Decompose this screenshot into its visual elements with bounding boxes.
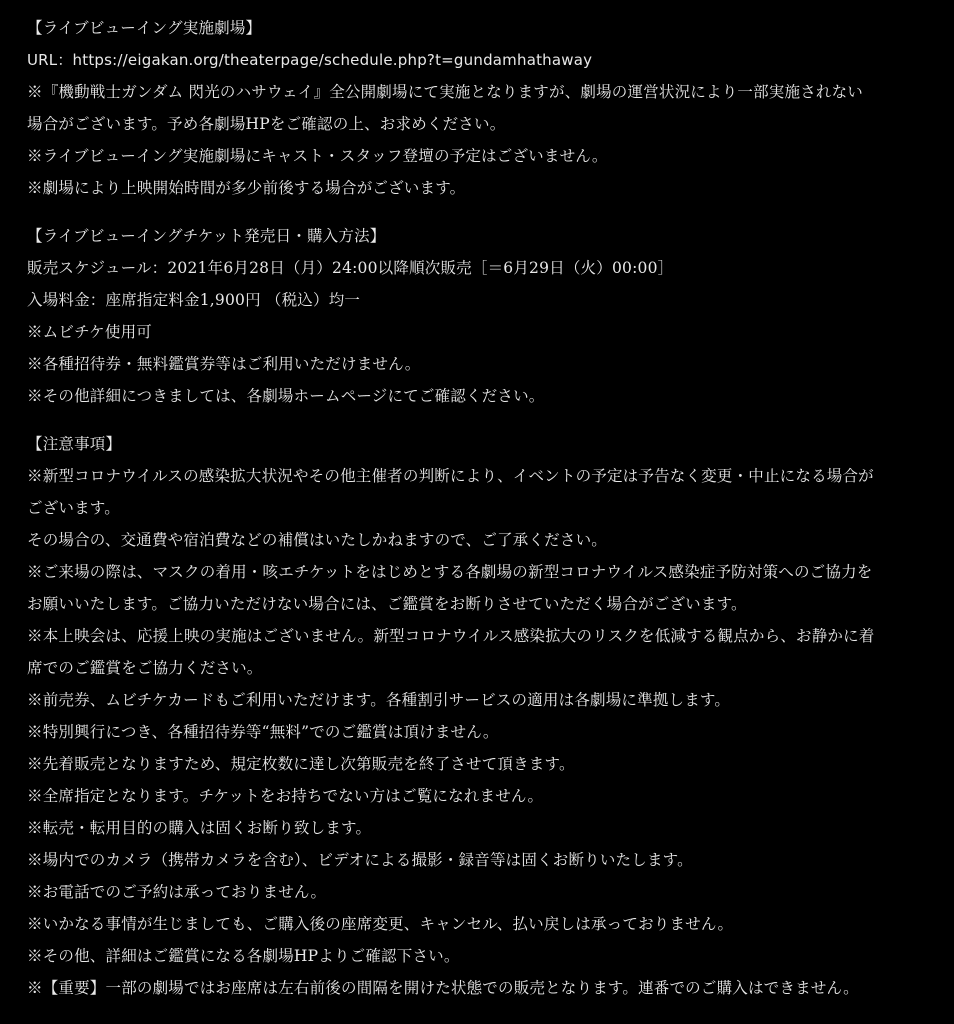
notes-line: ※ご来場の際は、マスクの着用・咳エチケットをはじめとする各劇場の新型コロナウイルス感染症予防対策へのご協力を: [27, 563, 873, 581]
theater-note-2: ※ライブビューイング実施劇場にキャスト・スタッフ登壇の予定はございません。: [27, 147, 608, 165]
ticket-price: 入場料金：座席指定料金1,900円 （税込）均一: [27, 291, 361, 309]
ticket-sales-schedule: 販売スケジュール：2021年6月28日（月）24:00以降順次販売［＝6月29日（火）00:00］: [27, 259, 674, 277]
theater-note-3: ※劇場により上映開始時間が多少前後する場合がございます。: [27, 179, 466, 197]
notes-line: ございます。: [27, 499, 120, 517]
notes-line: ※前売券、ムビチケカードもご利用いただけます。各種割引サービスの適用は各劇場に準拠します。: [27, 691, 731, 709]
notes-line: ※お電話でのご予約は承っておりません。: [27, 883, 327, 901]
notes-line: ※新型コロナウイルスの感染拡大状況やその他主催者の判断により、イベントの予定は予告なく変更・中止になる場合が: [27, 467, 874, 485]
notes-line: その場合の、交通費や宿泊費などの補償はいたしかねますので、ご了承ください。: [27, 531, 607, 549]
theater-url-line[interactable]: URL：https://eigakan.org/theaterpage/schedule.php?t=gundamhathaway: [27, 51, 593, 69]
theater-note-1b: 場合がございます。予め各劇場HPをご確認の上、お求めください。: [27, 115, 506, 133]
notes-line: ※場内でのカメラ（携帯カメラを含む）、ビデオによる撮影・録音等は固くお断りいたします。: [27, 851, 693, 869]
notes-line: ※特別興行につき、各種招待券等“無料”でのご鑑賞は頂けません。: [27, 723, 499, 741]
section-spacer: [27, 412, 942, 428]
ticket-note-3: ※その他詳細につきましては、各劇場ホームページにてご確認ください。: [27, 387, 545, 405]
notes-line: ※【重要】一部の劇場ではお座席は左右前後の間隔を開けた状態での販売となります。連番でのご購入はできません。: [27, 979, 859, 997]
notes-line: 席でのご鑑賞をご協力ください。: [27, 659, 263, 677]
theater-note-1a: ※『機動戦士ガンダム 閃光のハサウェイ』全公開劇場にて実施となりますが、劇場の運営状況により一部実施されない: [27, 83, 863, 101]
section-spacer: [27, 204, 942, 220]
section-heading-tickets: 【ライブビューイングチケット発売日・購入方法】: [27, 227, 386, 245]
notes-line: お願いいたします。ご協力いただけない場合には、ご鑑賞をお断りさせていただく場合がございます。: [27, 595, 747, 613]
notes-line: ※転売・転用目的の購入は固くお断り致します。: [27, 819, 372, 837]
notes-line: ※いかなる事情が生じましても、ご購入後の座席変更、キャンセル、払い戻しは承っておりません。: [27, 915, 734, 933]
section-heading-notes: 【注意事項】: [27, 435, 122, 453]
notes-line: ※本上映会は、応援上映の実施はございません。新型コロナウイルス感染拡大のリスクを低減する観点から、お静かに着: [27, 627, 875, 645]
section-heading-theaters: 【ライブビューイング実施劇場】: [27, 19, 262, 37]
notes-line: ※先着販売となりますため、規定枚数に達し次第販売を終了させて頂きます。: [27, 755, 575, 773]
document-body: [27, 12, 942, 1004]
ticket-note-2: ※各種招待券・無料鑑賞券等はご利用いただけません。: [27, 355, 421, 373]
ticket-note-1: ※ムビチケ使用可: [27, 323, 152, 341]
notes-line: ※その他、詳細はご鑑賞になる各劇場HPよりご確認下さい。: [27, 947, 460, 965]
notes-line: ※全席指定となります。チケットをお持ちでない方はご覧になれません。: [27, 787, 544, 805]
